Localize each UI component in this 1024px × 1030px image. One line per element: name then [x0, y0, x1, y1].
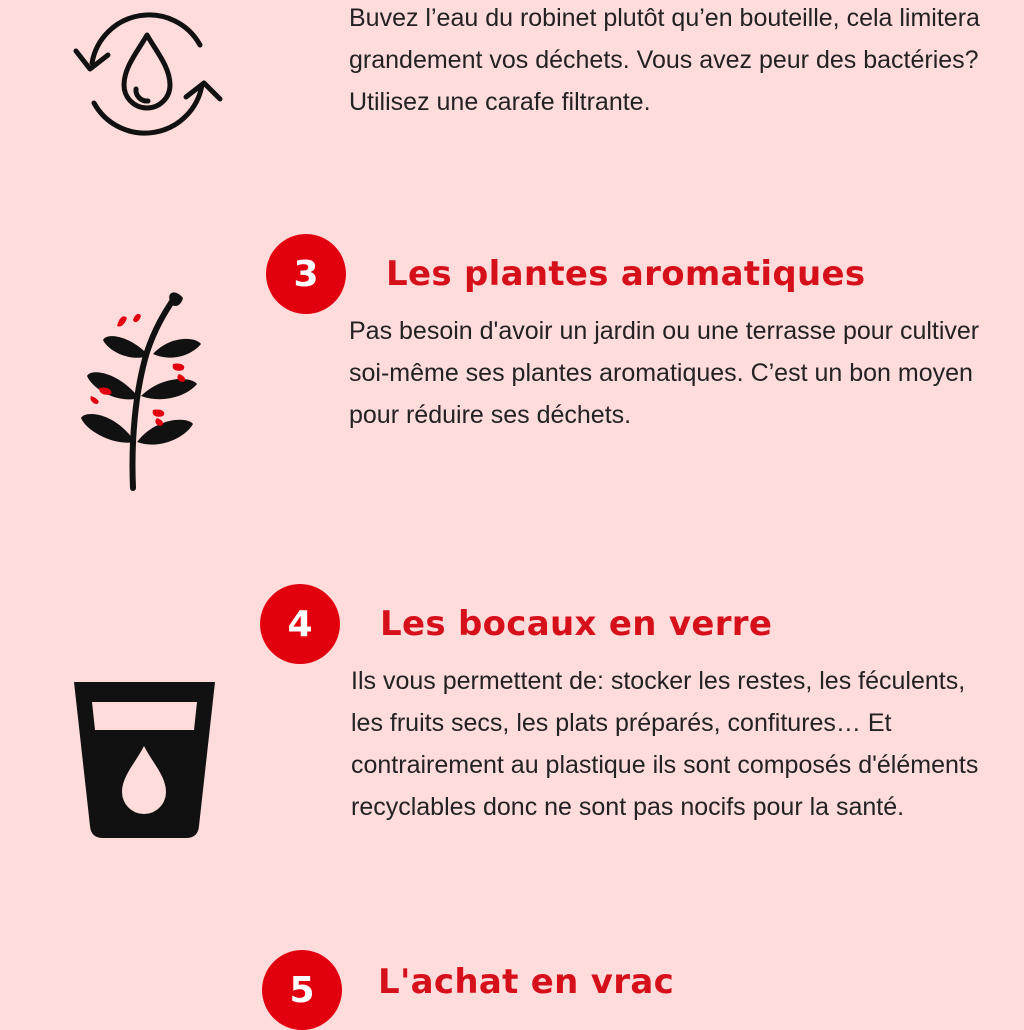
step-number-badge: 4 [260, 584, 340, 664]
section-title: L'achat en vrac [378, 962, 675, 1002]
item-text: Pas besoin d'avoir un jardin ou une terrasse pour cultiver soi-même ses plantes aromatiques. C’est un bon moyen pour réduire ses déchets. [349, 317, 980, 429]
item-text: Buvez l’eau du robinet plutôt qu’en bouteille, cela limitera grandement vos déchets. Vous avez peur des bactéries? Utilisez une carafe filtrante. [349, 4, 980, 116]
section-title: Les plantes aromatiques [386, 254, 866, 294]
water-drop-cycle-icon [62, 5, 232, 150]
item-text: Ils vous permettent de: stocker les restes, les féculents, les fruits secs, les plats préparés, confitures… Et contrairement au plastique ils sont composés d'éléments recyclables donc ne sont pas nocifs pour la santé. [351, 667, 979, 821]
step-number-badge: 5 [262, 950, 342, 1030]
herb-plant-icon [75, 292, 215, 492]
glass-jar-icon [72, 680, 217, 840]
section-title: Les bocaux en verre [380, 604, 773, 644]
step-number-badge: 3 [266, 234, 346, 314]
